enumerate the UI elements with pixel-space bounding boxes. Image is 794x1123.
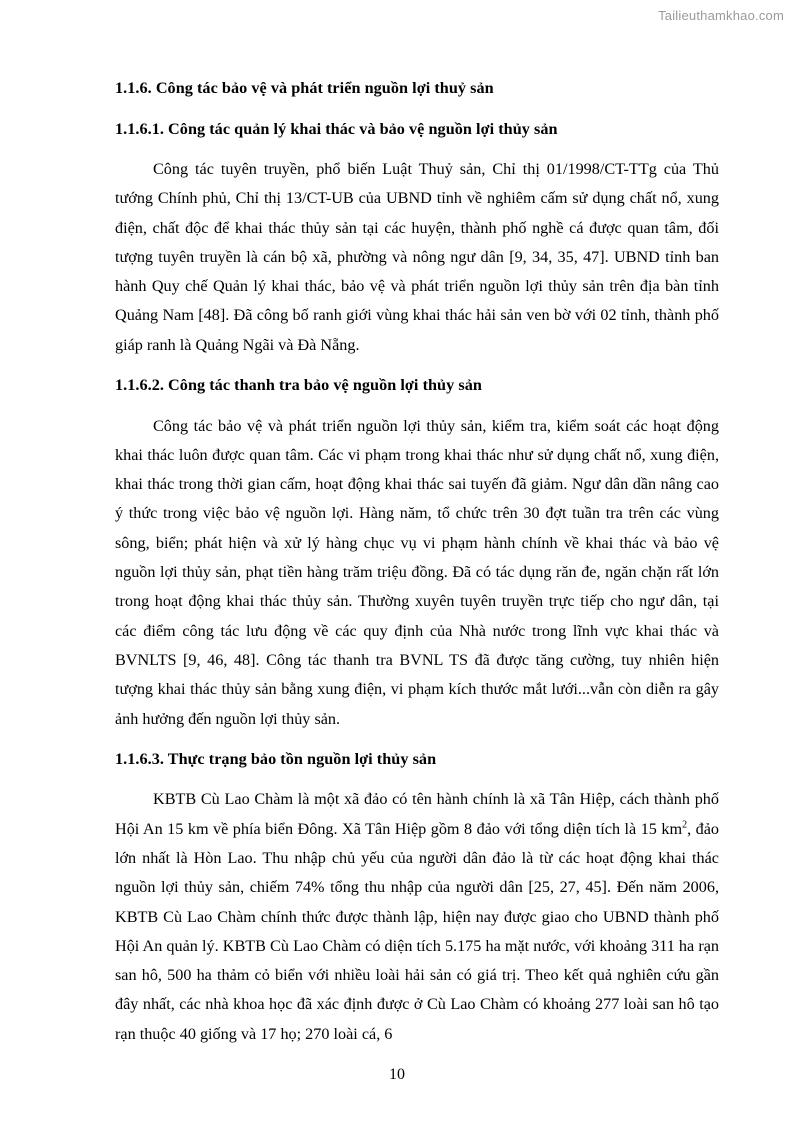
watermark-text: Tailieuthamkhao.com: [658, 8, 784, 23]
section-heading-1-1-6-1: 1.1.6.1. Công tác quản lý khai thác và bảo vệ nguồn lợi thủy sản: [115, 119, 558, 138]
section-heading-1-1-6-2: 1.1.6.2. Công tác thanh tra bảo vệ nguồn lợi thủy sản: [115, 376, 482, 395]
page-number: 10: [389, 1066, 405, 1083]
paragraph-1-1-6-1: Công tác tuyên truyền, phổ biến Luật Thuỷ sản, Chỉ thị 01/1998/CT-TTg của Thủ tướng Chính phủ, Chỉ thị 13/CT-UB của UBND tỉnh về nghiêm cấm sử dụng chất nổ, xung điện, chất độc để khai thác thủy sản tại các huyện, thành phố nghề cá được quan tâm, đối tượng tuyên truyền là cán bộ xã, phường và nông ngư dân [9, 34, 35, 47]. UBND tỉnh ban hành Quy chế Quản lý khai thác, bảo vệ và phát triển nguồn lợi thủy sản trên địa bàn tỉnh Quảng Nam [48]. Đã công bố ranh giới vùng khai thác hải sản ven bờ với 02 tỉnh, thành phố giáp ranh là Quảng Ngãi và Đà Nẵng.: [115, 160, 719, 354]
paragraph-1-1-6-3-part-b: , đảo lớn nhất là Hòn Lao. Thu nhập chủ yếu của người dân đảo là từ các hoạt động khai thác nguồn lợi thủy sản, chiếm 74% tổng thu nhập của người dân [25, 27, 45]. Đến năm 2006, KBTB Cù Lao Chàm chính thức được thành lập, hiện nay được giao cho UBND thành phố Hội An quản lý. KBTB Cù Lao Chàm có diện tích 5.175 ha mặt nước, với khoảng 311 ha rạn san hô, 500 ha thảm cỏ biển với nhiều loài hải sản có giá trị. Theo kết quả nghiên cứu gần đây nhất, các nhà khoa học đã xác định được ở Cù Lao Chàm có khoảng 277 loài san hô tạo rạn thuộc 40 giống và 17 họ; 270 loài cá, 6: [115, 819, 719, 1043]
document-page: [115, 74, 719, 1049]
section-heading-1-1-6-3: 1.1.6.3. Thực trạng bảo tồn nguồn lợi thủy sản: [115, 749, 437, 768]
superscript-squared: 2: [682, 819, 688, 831]
paragraph-1-1-6-2: Công tác bảo vệ và phát triển nguồn lợi thủy sản, kiểm tra, kiểm soát các hoạt động khai thác luôn được quan tâm. Các vi phạm trong khai thác như sử dụng chất nổ, xung điện, khai thác trong thời gian cấm, hoạt động khai thác sai tuyến đã giảm. Ngư dân dần nâng cao ý thức trong việc bảo vệ nguồn lợi. Hàng năm, tổ chức trên 30 đợt tuần tra trên các vùng sông, biển; phát hiện và xử lý hàng chục vụ vi phạm hành chính về khai thác và bảo vệ nguồn lợi thủy sản, phạt tiền hàng trăm triệu đồng. Đã có tác dụng răn đe, ngăn chặn rất lớn trong hoạt động khai thác thủy sản. Thường xuyên tuyên truyền trực tiếp cho ngư dân, tại các điểm công tác lưu động về các quy định của Nhà nước trong lĩnh vực khai thác và BVNLTS [9, 46, 48]. Công tác thanh tra BVNL TS đã được tăng cường, tuy nhiên hiện tượng khai thác thủy sản bằng xung điện, vi phạm kích thước mắt lưới...vẫn còn diễn ra gây ảnh hưởng đến nguồn lợi thủy sản.: [115, 416, 719, 728]
paragraph-1-1-6-3: [115, 785, 719, 1049]
paragraph-1-1-6-3-part-a: KBTB Cù Lao Chàm là một xã đảo có tên hành chính là xã Tân Hiệp, cách thành phố Hội An 15 km về phía biển Đông. Xã Tân Hiệp gồm 8 đảo với tổng diện tích là 15 km: [115, 790, 719, 838]
section-heading-1-1-6: 1.1.6. Công tác bảo vệ và phát triển nguồn lợi thuỷ sản: [115, 79, 494, 97]
